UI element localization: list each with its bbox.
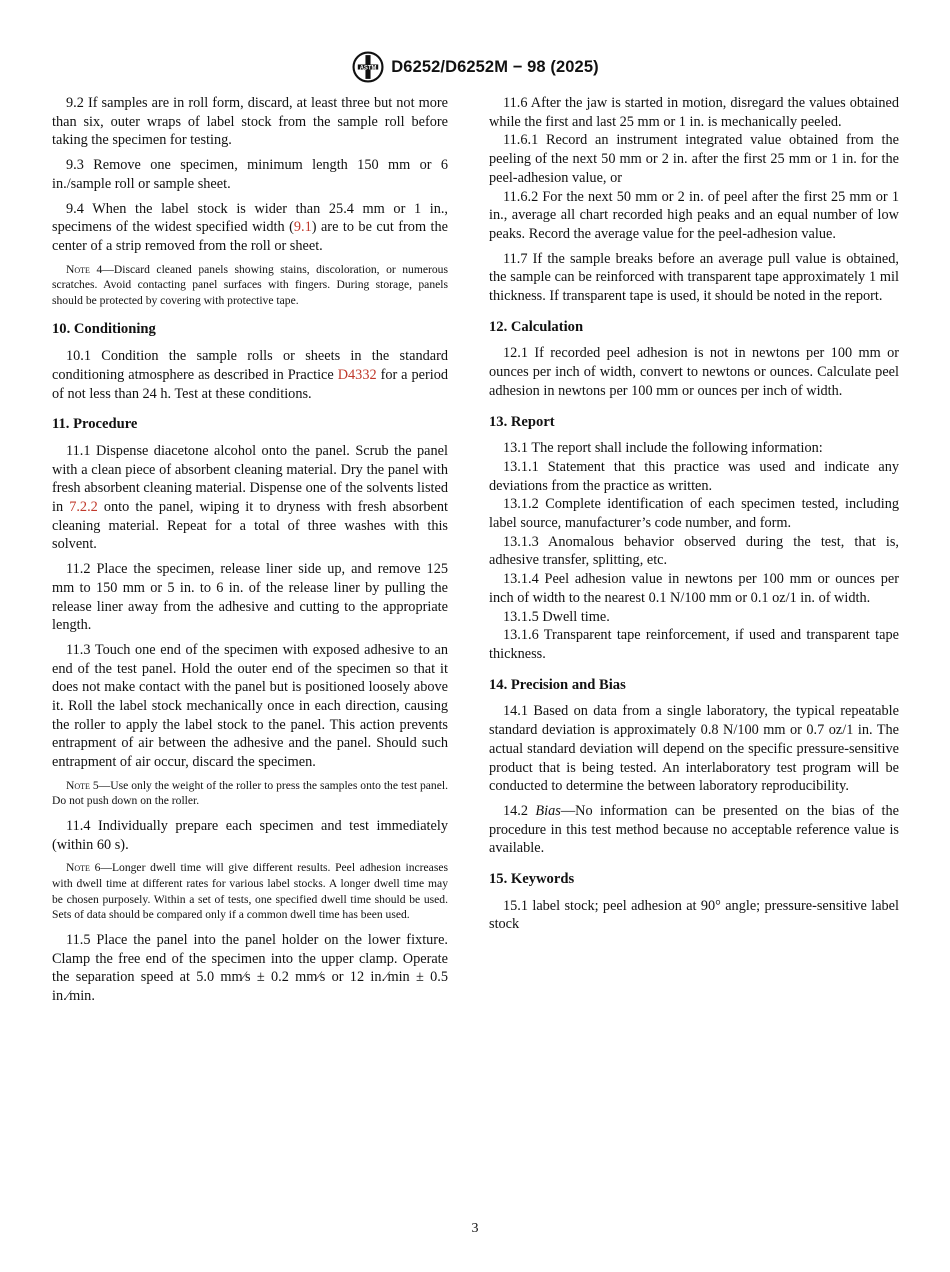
left-column [52,94,448,1012]
svg-text:ASTM: ASTM [359,65,377,72]
paragraph-13-1-6: 13.1.6 Transparent tape reinforcement, if used and transparent tape thickness. [489,627,899,662]
note-6: Note 6—Longer dwell time will give different results. Peel adhesion increases with dwell time at different rates for various label stocks. A longer dwell time may be chosen purposely. Within a set of tests, one specified dwell time should be used. Sets of data should be compared only if a common dwell time has been used. [52,861,448,922]
ref-link-7-2-2[interactable]: 7.2.2 [69,499,98,516]
paragraph-11-4: 11.4 Individually prepare each specimen and test immediately (within 60 s). [52,818,448,853]
paragraph-11-2: 11.2 Place the specimen, release liner side up, and remove 125 mm to 150 mm or 5 in. to 6 in. of the release liner by pulling the release liner away from the adhesive and cutting to the appropriate length. [52,561,448,634]
paragraph-9-3: 9.3 Remove one specimen, minimum length 150 mm or 6 in./sample roll or sample sheet. [52,157,448,192]
paragraph-14-2: 14.2 Bias—No information can be presented on the bias of the procedure in this test method because no acceptable reference value is available. [489,802,900,857]
paragraph-13-1-3: 13.1.3 Anomalous behavior observed during the test, that is, adhesive transfer, splitting, etc. [489,533,899,569]
paragraph-13-1-2: 13.1.2 Complete identification of each specimen tested, including label source, manufacturer’s code number, and form. [489,496,899,532]
paragraph-13-1: 13.1 The report shall include the following information: [503,440,823,457]
paragraph-11-1: 11.1 Dispense diacetone alcohol onto the panel. Scrub the panel with a clean piece of absorbent cleaning material. Dry the panel with fresh absorbent cleaning material. Dispense one of the solvents listed in 7.2.2 onto the panel, wiping it to dryness with fresh absorbent cleaning material. Repeat for a total of three washes with this solvent. [52,442,448,553]
page-number: 3 [471,1221,479,1236]
paragraph-12-1: 12.1 If recorded peel adhesion is not in newtons per 100 mm or ounces per inch of width, convert to newtons or ounces. Calculate peel adhesion in newtons per 100 mm or ounces per inch of width. [489,345,899,399]
section-10-heading: 10. Conditioning [52,321,156,338]
paragraph-11-6: 11.6 After the jaw is started in motion, disregard the values obtained while the first and last 25 mm or 1 in. is mechanically peeled. [489,95,899,130]
paragraph-11-6-2: 11.6.2 For the next 50 mm or 2 in. of peel after the first 25 mm or 1 in., average all chart recorded high peaks and an equal number of low peaks. Record the average value for the peel-adhesion value. [489,188,899,242]
paragraph-9-4: 9.4 When the label stock is wider than 25.4 mm or 1 in., specimens of the widest specified width (9.1) are to be cut from the center of a strip removed from the roll or sheet. [52,200,448,254]
section-14-heading: 14. Precision and Bias [489,676,626,693]
paragraph-11-7: 11.7 If the sample breaks before an average pull value is obtained, the sample can be reinforced with transparent tape approximately 1 mil thickness. If transparent tape is used, it should be noted in the report. [489,250,899,305]
note-5: Note 5—Use only the weight of the roller to press the samples onto the test panel. Do not push down on the roller. [52,778,448,808]
astm-logo-icon [351,50,385,84]
section-12-heading: 12. Calculation [489,318,584,335]
section-11-heading: 11. Procedure [52,416,138,433]
paragraph-13-1-1: 13.1.1 Statement that this practice was used and indicate any deviations from the practice as written. [489,458,899,494]
note-4: Note 4—Discard cleaned panels showing stains, discoloration, or numerous scratches. Avoid contacting panel surfaces with fingers. During storage, panels should be protected by covering with protective tape. [52,262,448,307]
section-15-heading: 15. Keywords [489,871,575,888]
paragraph-9-2: 9.2 If samples are in roll form, discard, at least three but not more than six, outer wraps of label stock from the sample roll before taking the specimen for testing. [52,95,448,149]
document-designation: D6252/D6252M − 98 (2025) [391,57,599,76]
paragraph-14-1: 14.1 Based on data from a single laboratory, the typical repeatable standard deviation is approximately 0.8 N/100 mm or 0.7 oz/1 in. The actual standard deviation will depend on the specific pressure-sensitive product that is being tested. An interlaboratory test program will be conducted to determine the between laboratory reproducibility. [489,703,899,795]
paragraph-15-1: 15.1 label stock; peel adhesion at 90° angle; pressure-sensitive label stock [489,897,899,933]
paragraph-11-3: 11.3 Touch one end of the specimen with exposed adhesive to an end of the test panel. Hold the outer end of the specimen so that it does not make contact with the panel but is positioned loosely above it. Roll the label stock mechanically once in each direction, causing the roller to apply the label stock to the panel. This action prevents entrapment of air between the adhesive and the panel. Should such entrapment of air occur, discard the specimen. [52,641,448,771]
paragraph-10-1: 10.1 Condition the sample rolls or sheets in the standard conditioning atmosphere as described in Practice D4332 for a period of not less than 24 h. Test at these conditions. [52,348,449,402]
ref-link-9-1[interactable]: 9.1 [293,219,312,236]
ref-link-d4332[interactable]: D4332 [337,366,377,383]
paragraph-13-1-4: 13.1.4 Peel adhesion value in newtons per 100 mm or ounces per inch of width to the nearest 0.1 N/100 mm or 0.1 oz/1 in. of width. [489,571,899,606]
paragraph-11-6-1: 11.6.1 Record an instrument integrated value obtained from the peeling of the next 50 mm or 2 in. after the first 25 mm or 1 in. for the peel-adhesion value, or [489,132,899,186]
paragraph-13-1-5: 13.1.5 Dwell time. [503,608,610,625]
paragraph-11-5: 11.5 Place the panel into the panel holder on the lower fixture. Clamp the free end of the specimen into the upper clamp. Operate the separation speed at 5.0 mm⁄s ± 0.2 mm⁄s or 12 in.⁄min ± 0.5 in.⁄min. [52,931,448,1004]
section-13-heading: 13. Report [489,413,555,430]
right-column [489,94,899,940]
page-header [0,50,950,84]
